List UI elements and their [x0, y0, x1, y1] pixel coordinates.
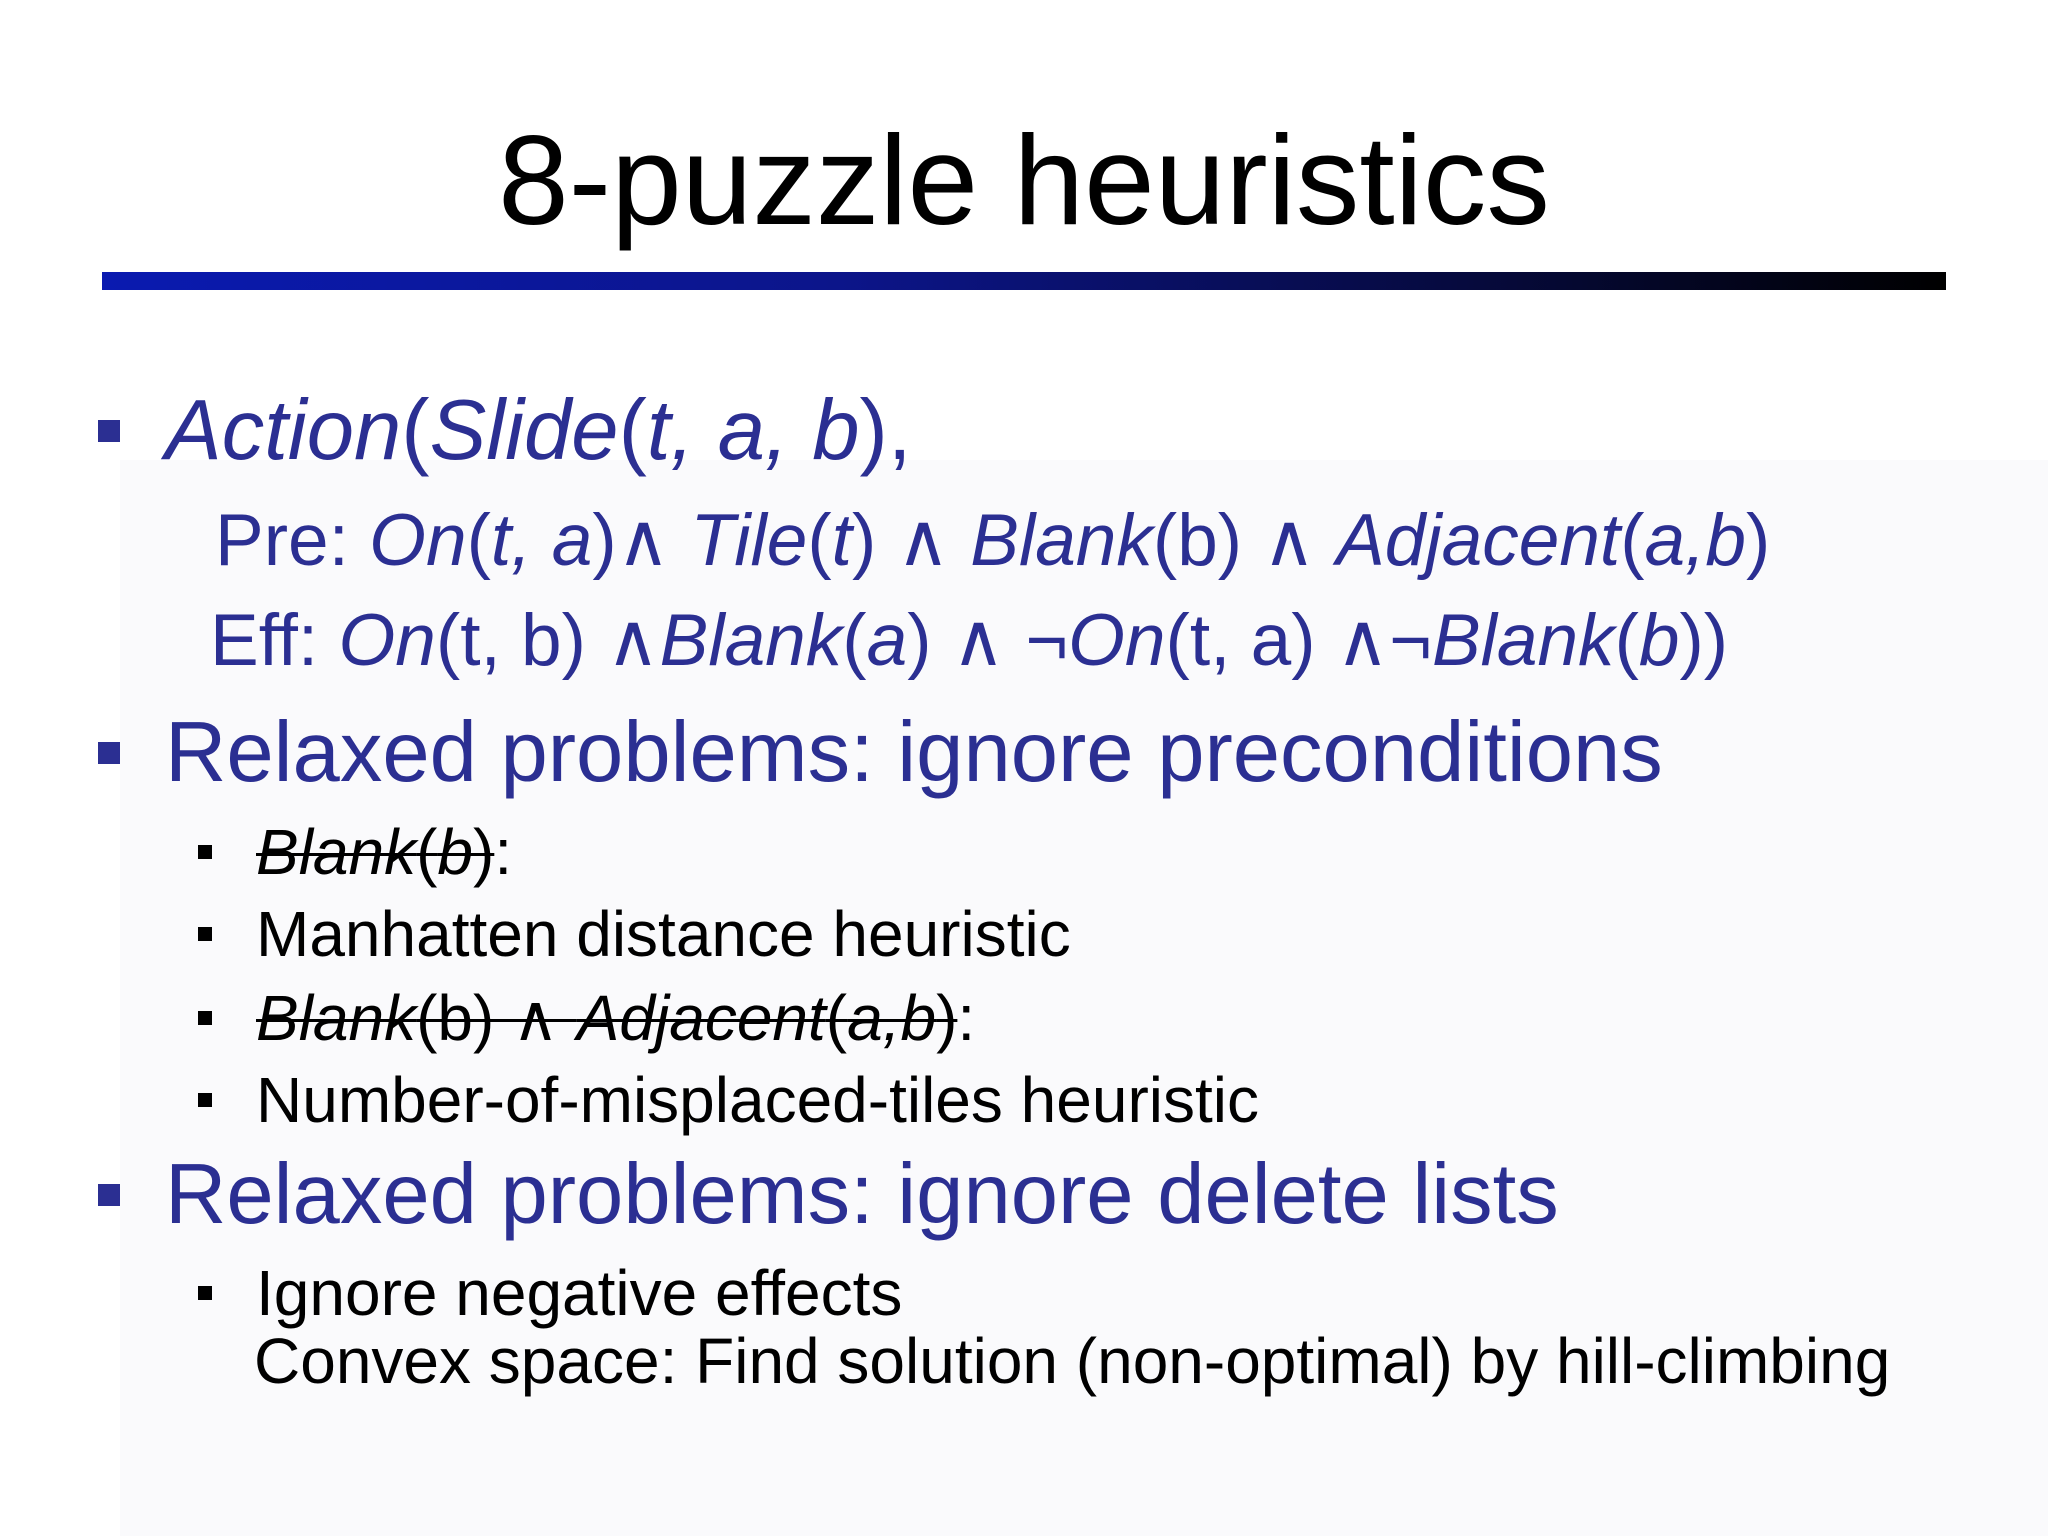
and-not-op: (t, a) ∧¬	[1165, 600, 1432, 681]
and-op: (b) ∧	[416, 982, 577, 1054]
paren: (	[807, 500, 832, 581]
on-predicate: On	[369, 500, 467, 581]
colon: :	[957, 982, 976, 1054]
ignore-negative-item: Ignore negative effects	[256, 1257, 903, 1329]
and-not-op: ) ∧ ¬	[907, 600, 1069, 681]
paren: )	[936, 982, 958, 1054]
args: t	[831, 500, 852, 581]
blank-predicate: Blank	[659, 600, 843, 681]
slide-keyword: Slide	[429, 383, 619, 478]
action-heading	[165, 381, 911, 481]
args: a	[866, 600, 908, 681]
paren: (	[618, 383, 647, 478]
action-args: t, a, b	[646, 383, 860, 478]
sub-bullet-marker	[198, 1093, 212, 1107]
paren: (	[416, 816, 438, 888]
bullet-marker	[98, 742, 120, 764]
on-predicate: On	[1068, 600, 1166, 681]
title-underline	[102, 272, 1946, 290]
paren: ),	[859, 383, 912, 478]
blank-predicate: Blank	[256, 816, 417, 888]
misplaced-tiles-item: Number-of-misplaced-tiles heuristic	[256, 1064, 1259, 1136]
args: t, a	[490, 500, 593, 581]
paren: )	[1746, 500, 1771, 581]
adjacent-predicate: Adjacent	[1336, 500, 1621, 581]
preconditions-heading: Relaxed problems: ignore preconditions	[165, 705, 1663, 800]
struck-condition	[256, 816, 494, 888]
eff-label: Eff:	[210, 600, 339, 681]
paren: ))	[1679, 600, 1729, 681]
args: a,b	[1644, 500, 1746, 581]
sub-bullet-marker	[198, 1011, 212, 1025]
paren: (	[842, 600, 867, 681]
struck-condition	[256, 982, 957, 1054]
slide-title: 8-puzzle heuristics	[498, 109, 1550, 251]
paren: )	[473, 816, 495, 888]
bullet-marker	[98, 1184, 120, 1206]
paren: (	[466, 500, 491, 581]
args: a,b	[847, 982, 937, 1054]
hill-climbing-note: Convex space: Find solution (non-optimal) by hill-climbing	[254, 1325, 1891, 1397]
and-op: (b) ∧	[1152, 500, 1337, 581]
manhattan-item: Manhatten distance heuristic	[256, 898, 1071, 970]
paren: (	[825, 982, 848, 1054]
args: (t, b) ∧	[435, 600, 660, 681]
sub-bullet-marker	[198, 927, 212, 941]
args: b	[1638, 600, 1680, 681]
paren: (	[401, 383, 430, 478]
struck-blank-item	[256, 814, 512, 890]
colon: :	[494, 816, 513, 888]
args: b	[437, 816, 473, 888]
blank-predicate: Blank	[256, 982, 417, 1054]
sub-bullet-marker	[198, 845, 212, 859]
tile-predicate: Tile	[690, 500, 808, 581]
and-op: ) ∧	[851, 500, 971, 581]
paren: (	[1614, 600, 1639, 681]
precondition-formula	[215, 497, 1770, 585]
action-keyword: Action	[165, 383, 402, 478]
struck-blank-adjacent-item	[256, 980, 975, 1056]
effect-formula	[210, 597, 1728, 685]
paren: (	[1620, 500, 1645, 581]
blank-predicate: Blank	[1431, 600, 1615, 681]
delete-lists-heading: Relaxed problems: ignore delete lists	[165, 1147, 1559, 1242]
on-predicate: On	[338, 600, 436, 681]
blank-predicate: Blank	[970, 500, 1153, 581]
pre-label: Pre:	[215, 500, 370, 581]
bullet-marker	[98, 420, 120, 442]
sub-bullet-marker	[198, 1286, 212, 1300]
adjacent-predicate: Adjacent	[576, 982, 826, 1054]
and-op: )∧	[592, 500, 691, 581]
